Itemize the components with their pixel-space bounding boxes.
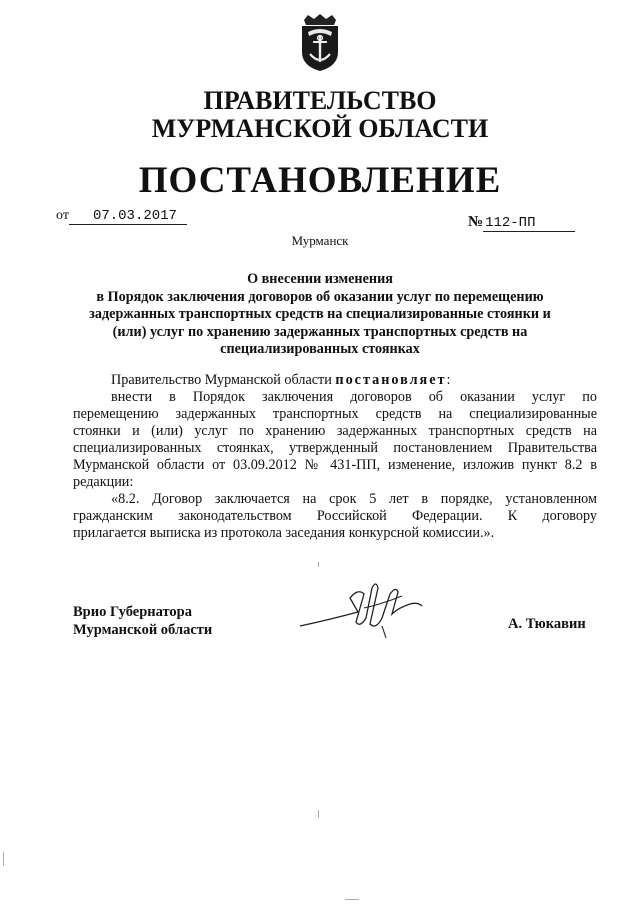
date-prefix: от bbox=[56, 208, 69, 223]
subject-line: О внесении изменения bbox=[247, 271, 393, 287]
paragraph-2 bbox=[73, 491, 597, 542]
paragraph-line: специализированных стоянках, утвержденный постановлением Правительства bbox=[73, 440, 597, 456]
subject-line: (или) услуг по хранению задержанных транспортных средств на bbox=[112, 323, 528, 340]
decree-intro bbox=[73, 372, 597, 389]
paragraph-line: стоянки и (или) услуг по хранению задержанных транспортных средств на bbox=[73, 423, 597, 439]
scan-mark bbox=[318, 810, 319, 818]
intro-text: Правительство Мурманской области bbox=[111, 372, 332, 388]
scan-mark bbox=[3, 852, 4, 866]
number-value: 112-ПП bbox=[483, 216, 575, 232]
intro-colon: : bbox=[446, 372, 451, 388]
subject-line: специализированных стоянках bbox=[220, 341, 420, 357]
paragraph-line: перемещению задержанных транспортных средств на специализированные bbox=[73, 406, 597, 422]
scan-mark bbox=[318, 562, 319, 567]
scan-mark bbox=[345, 899, 359, 900]
signer-name: А. Тюкавин bbox=[508, 616, 586, 632]
document-type-title: ПОСТАНОВЛЕНИЕ bbox=[138, 160, 502, 201]
paragraph-1 bbox=[73, 389, 597, 491]
paragraph-line: «8.2. Договор заключается на срок 5 лет в порядке, установленном bbox=[111, 491, 597, 507]
decree-word: постановляет bbox=[335, 372, 447, 388]
org-name-line2: МУРМАНСКОЙ ОБЛАСТИ bbox=[151, 114, 489, 143]
date-value: 07.03.2017 bbox=[69, 209, 187, 225]
paragraph-line: внести в Порядок заключения договоров об оказании услуг по bbox=[111, 389, 597, 405]
city: Мурманск bbox=[291, 233, 349, 248]
number-field bbox=[468, 214, 575, 232]
number-prefix: № bbox=[468, 214, 484, 230]
date-field bbox=[56, 208, 187, 225]
subject-line: задержанных транспортных средств на специализированные стоянки и bbox=[89, 306, 551, 322]
murmansk-coat-of-arms-icon bbox=[298, 14, 342, 72]
signatory-title-line1: Врио Губернатора bbox=[73, 604, 192, 620]
handwritten-signature bbox=[298, 578, 428, 648]
document-subject bbox=[70, 271, 570, 359]
paragraph-line: гражданским законодательством Российской Федерации. К договору bbox=[73, 508, 597, 524]
signatory-title bbox=[73, 603, 212, 639]
org-name-line1: ПРАВИТЕЛЬСТВО bbox=[203, 86, 437, 115]
paragraph-line: Мурманской области от 03.09.2012 № 431-ПП, изменение, изложив пункт 8.2 в bbox=[73, 457, 597, 473]
paragraph-line: редакции: bbox=[73, 474, 134, 490]
paragraph-line: прилагается выписка из протокола заседания конкурсной комиссии.». bbox=[73, 525, 495, 541]
subject-line: в Порядок заключения договоров об оказании услуг по перемещению bbox=[96, 288, 544, 305]
signatory-title-line2: Мурманской области bbox=[73, 622, 213, 638]
